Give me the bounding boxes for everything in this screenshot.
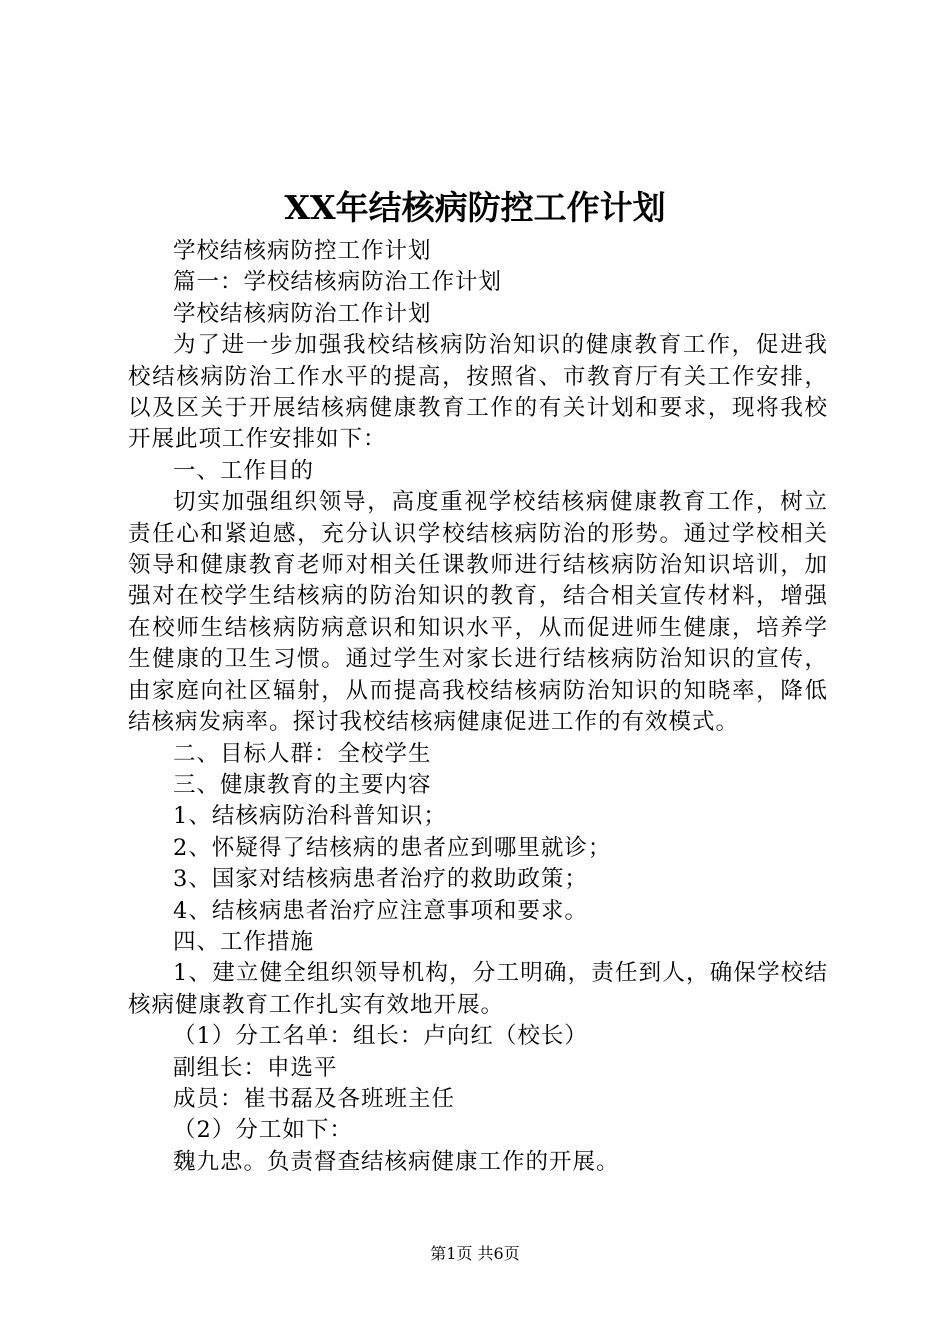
paragraph-18: （2）分工如下： — [173, 1117, 353, 1144]
paragraph-9: 1、结核病防治科普知识； — [173, 803, 447, 830]
paragraph-6: 切实加强组织领导，高度重视学校结核病健康教育工作，树立责任心和紧迫感，充分认识学校结核病防治的形势。通过学校相关领导和健康教育老师对相关任课教师进行结核病防治知识培训，加强对在校学生结核病的防治知识的教育，结合相关宣传材料，增强在校师生结核病防病意识和知识水平，从而促进师生健康，培养学生健康的卫生习惯。通过学生对家长进行结核病防治知识的宣传，由家庭向社区辐射，从而提高我校结核病防治知识的知晓率，降低结核病发病率。探讨我校结核病健康促进工作的有效模式。 — [128, 489, 828, 736]
paragraph-14: 1、建立健全组织领导机构，分工明确，责任到人，确保学校结核病健康教育工作扎实有效地开展。 — [128, 960, 828, 1018]
paragraph-1: 学校结核病防控工作计划 — [173, 238, 432, 264]
paragraph-2: 篇一：学校结核病防治工作计划 — [173, 269, 503, 296]
paragraph-10: 2、怀疑得了结核病的患者应到哪里就诊； — [173, 834, 612, 861]
paragraph-3: 学校结核病防治工作计划 — [173, 300, 432, 327]
page-footer: 第1页 共6页 — [430, 1244, 520, 1263]
paragraph-7: 二、目标人群：全校学生 — [173, 740, 432, 767]
paragraph-16: 副组长：申选平 — [173, 1054, 338, 1081]
paragraph-19: 魏九忠。负责督查结核病健康工作的开展。 — [173, 1148, 620, 1175]
paragraph-17: 成员：崔书磊及各班班主任 — [173, 1085, 456, 1112]
paragraph-11: 3、国家对结核病患者治疗的救助政策； — [173, 866, 588, 893]
paragraph-4: 为了进一步加强我校结核病防治知识的健康教育工作，促进我校结核病防治工作水平的提高，按照省、市教育厅有关工作安排，以及区关于开展结核病健康教育工作的有关计划和要求，现将我校开展此项工作安排如下： — [128, 332, 828, 453]
document-title: XX年结核病防控工作计划 — [284, 188, 666, 227]
paragraph-8: 三、健康教育的主要内容 — [173, 771, 432, 798]
paragraph-15: （1）分工名单：组长：卢向红（校长） — [173, 1023, 588, 1050]
document-body — [128, 236, 828, 1178]
paragraph-13: 四、工作措施 — [173, 928, 315, 955]
paragraph-12: 4、结核病患者治疗应注意事项和要求。 — [173, 897, 588, 924]
paragraph-5: 一、工作目的 — [173, 457, 315, 484]
